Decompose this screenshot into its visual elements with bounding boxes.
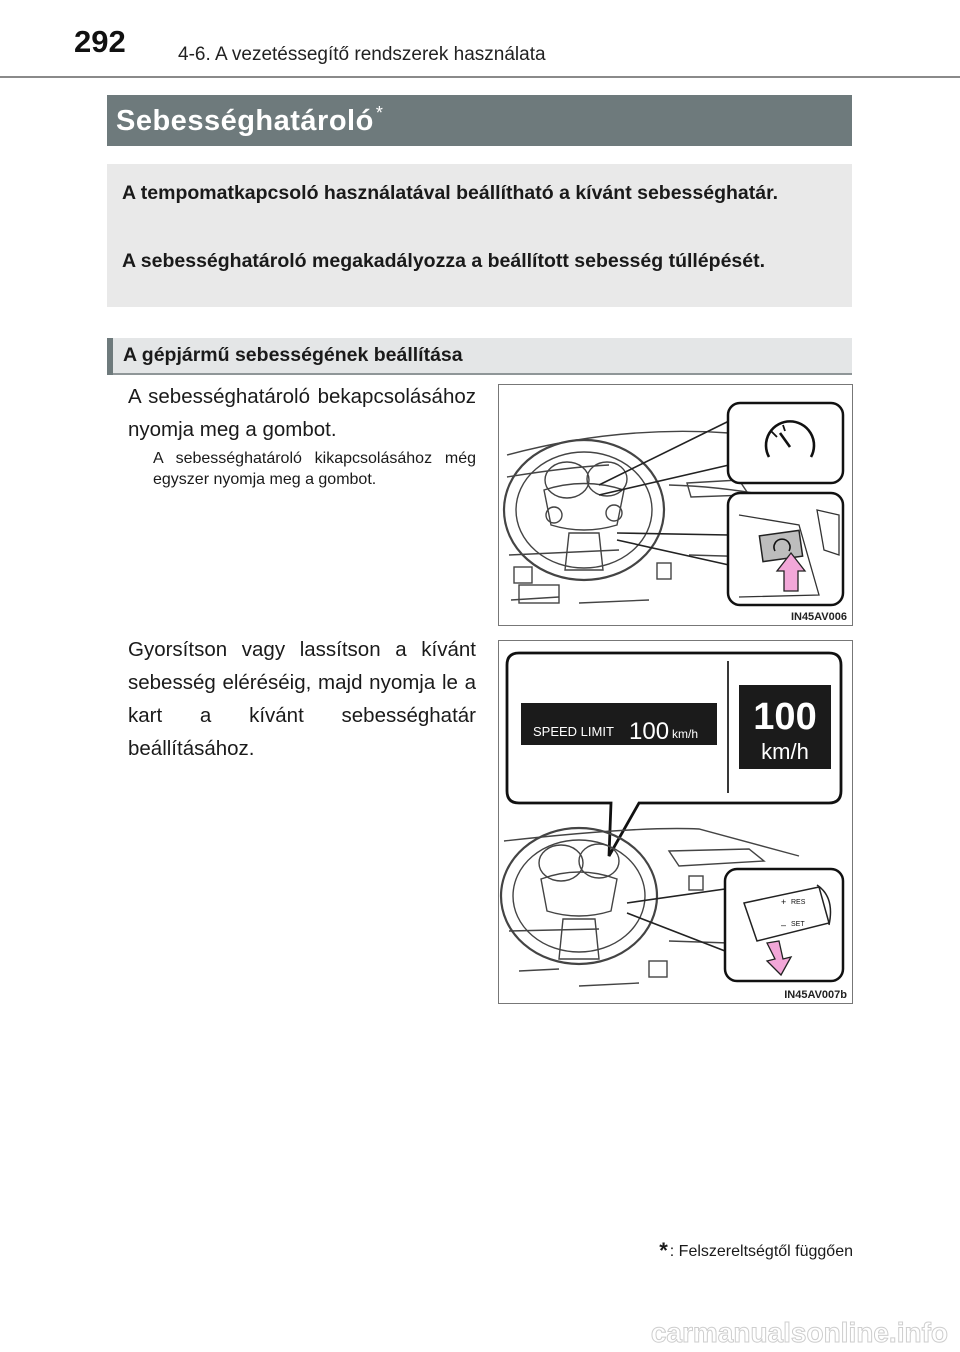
figure-speed-display-lever	[498, 640, 853, 1004]
step-2-text: Gyorsítson vagy lassítson a kívánt sebesség eléréséig, majd nyomja le a kart a kívánt sebességhatár beállításához.	[128, 638, 476, 760]
footnote-mark: *	[659, 1238, 668, 1263]
footnote	[659, 1238, 853, 1264]
figure-steering-switch	[498, 384, 853, 626]
watermark-text: carmanualsonline.info	[650, 1317, 948, 1348]
intro-paragraph-1: A tempomatkapcsoló használatával beállítható a kívánt sebességhatár.	[122, 182, 779, 204]
optional-equipment-mark: *	[375, 103, 384, 123]
lever-res-label: RES	[791, 899, 806, 906]
intro-box	[107, 164, 852, 307]
section-title-text: Sebességhatároló	[116, 105, 374, 137]
subsection-bar	[107, 338, 852, 375]
speed-display-illustration	[499, 641, 852, 1003]
step-1-note: A sebességhatároló kikapcsolásához még egyszer nyomja meg a gombot.	[153, 450, 476, 488]
figure-1-code: IN45AV006	[790, 611, 847, 623]
speed-display-value: 100	[753, 696, 817, 738]
lever-set-label: SET	[791, 921, 805, 928]
footnote-text: : Felszereltségtől függően	[669, 1243, 853, 1260]
steering-switch-illustration	[499, 385, 852, 625]
speed-display-unit: km/h	[761, 739, 809, 764]
figure-2-code: IN45AV007b	[784, 989, 847, 1001]
lever-minus-label: –	[781, 920, 787, 930]
speed-limit-label: SPEED LIMIT	[533, 724, 614, 739]
speed-limit-value: 100	[629, 718, 670, 745]
subsection-title: A gépjármű sebességének beállítása	[123, 344, 463, 366]
speed-limit-unit: km/h	[672, 727, 699, 741]
page-number: 292	[74, 24, 126, 59]
chapter-title: 4-6. A vezetéssegítő rendszerek használata	[178, 44, 546, 65]
subsection-marker	[107, 338, 113, 375]
step-1-text: A sebességhatároló bekapcsolásához nyomja meg a gombot.	[128, 385, 476, 441]
header-rule	[0, 76, 960, 78]
lever-plus-label: +	[781, 897, 787, 907]
section-title-bar	[107, 95, 852, 146]
intro-paragraph-2: A sebességhatároló megakadályozza a beállított sebesség túllépését.	[122, 250, 766, 272]
section-title	[116, 103, 383, 138]
